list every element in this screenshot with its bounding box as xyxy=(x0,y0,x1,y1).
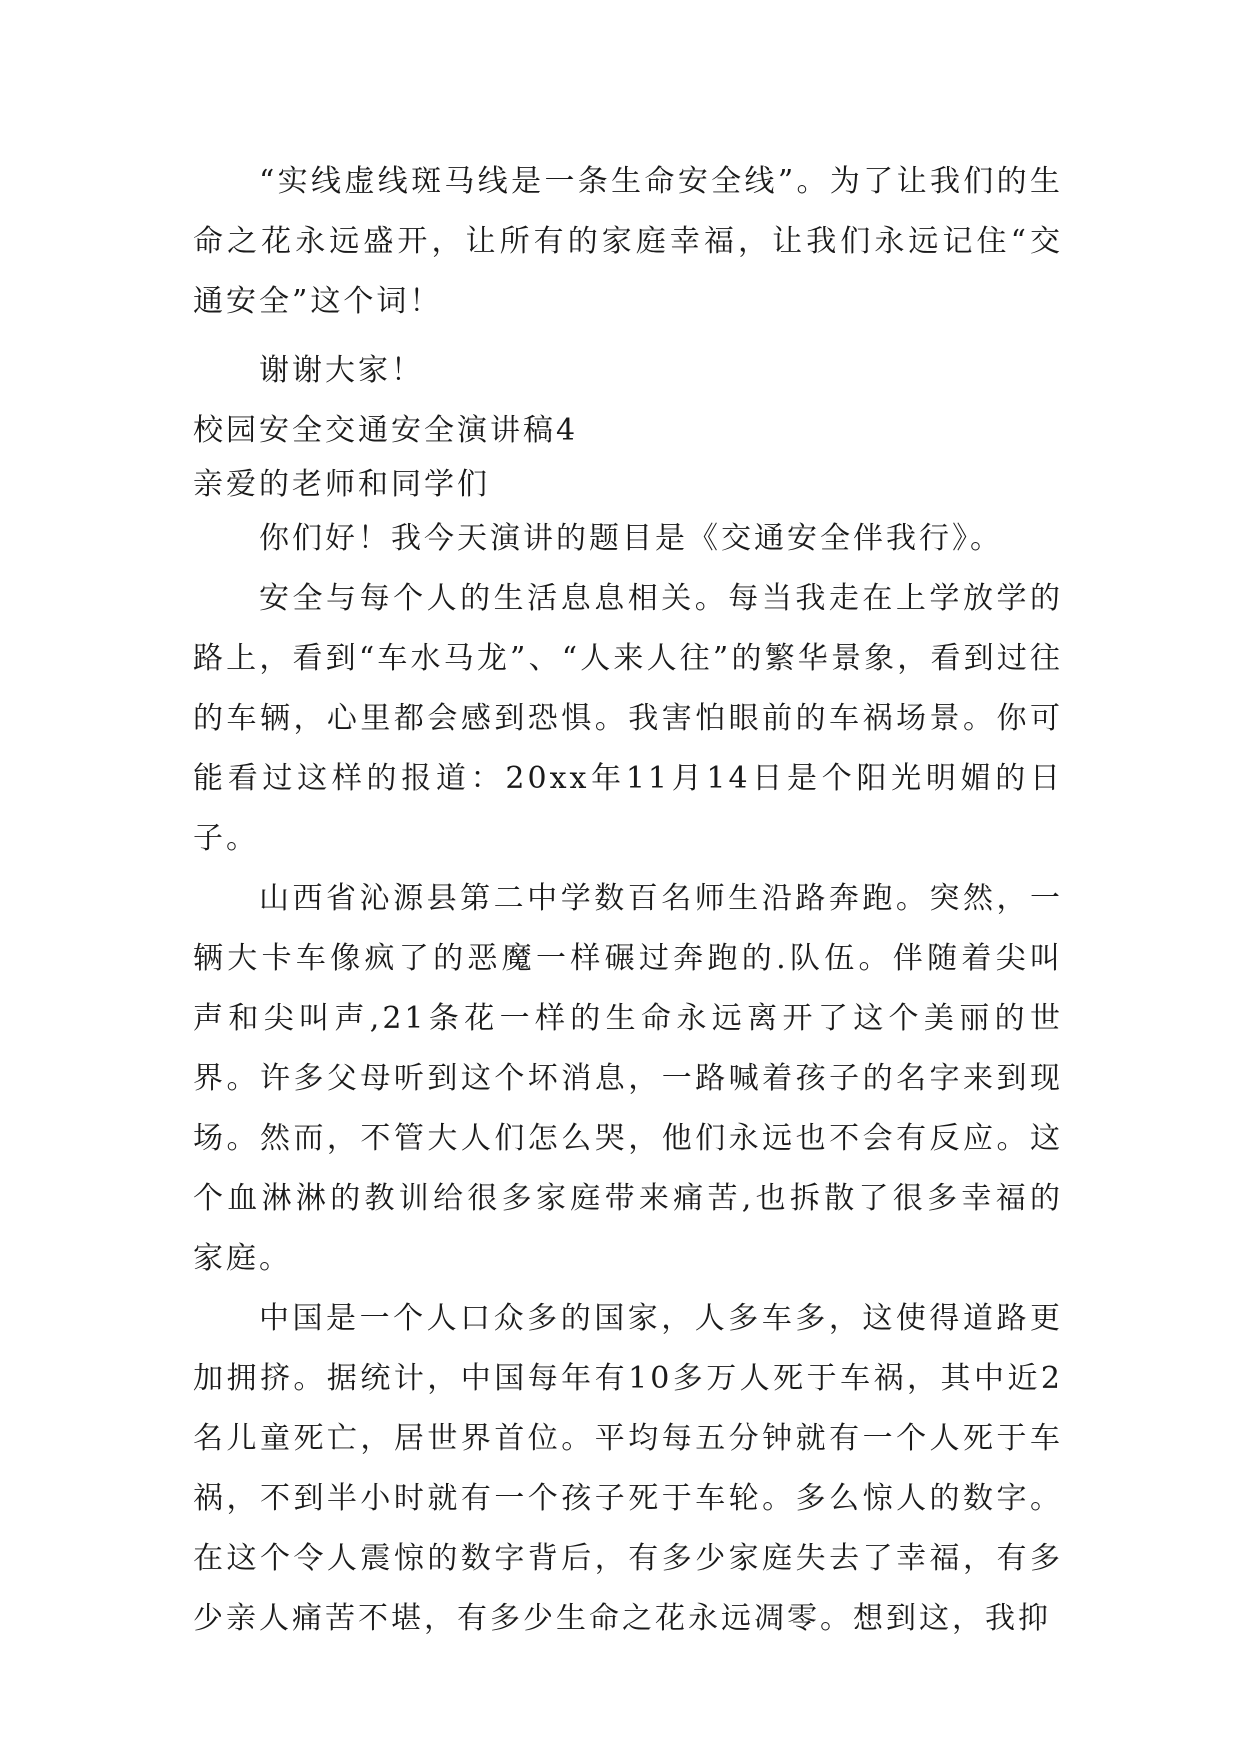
salutation: 亲爱的老师和同学们 xyxy=(193,467,490,502)
greeting-paragraph: 你们好！我今天演讲的题目是《交通安全伴我行》。 xyxy=(259,521,1003,556)
body-paragraph: 山西省沁源县第二中学数百名师生沿路奔跑。突然，一辆大卡车像疯了的恶魔一样碾过奔跑的.队伍。伴随着尖叫声和尖叫声,21条花一样的生命永远离开了这个美丽的世界。许多父母听到这个坏消息，一路喊着孩子的名字来到现场。然而，不管大人们怎么哭，他们永远也不会有反应。这个血淋淋的教训给很多家庭带来痛苦,也拆散了很多幸福的家庭。 xyxy=(193,881,1063,1276)
body-paragraph: 安全与每个人的生活息息相关。每当我走在上学放学的路上，看到“车水马龙”、“人来人往”的繁华景象，看到过往的车辆，心里都会感到恐惧。我害怕眼前的车祸场景。你可能看过这样的报道：20xx年11月14日是个阳光明媚的日子。 xyxy=(193,581,1063,856)
body-paragraph: 中国是一个人口众多的国家，人多车多，这使得道路更加拥挤。据统计，中国每年有10多万人死于车祸，其中近2名儿童死亡，居世界首位。平均每五分钟就有一个人死于车祸，不到半小时就有一个孩子死于车轮。多么惊人的数字。在这个令人震惊的数字背后，有多少家庭失去了幸福，有多少亲人痛苦不堪，有多少生命之花永远凋零。想到这，我抑 xyxy=(193,1301,1063,1636)
speech-title: 校园安全交通安全演讲稿4 xyxy=(193,413,579,448)
thanks-line: 谢谢大家！ xyxy=(259,353,424,388)
document-body xyxy=(193,152,1063,1649)
closing-paragraph: “实线虚线斑马线是一条生命安全线”。为了让我们的生命之花永远盛开，让所有的家庭幸福，让我们永远记住“交通安全”这个词！ xyxy=(193,164,1063,319)
